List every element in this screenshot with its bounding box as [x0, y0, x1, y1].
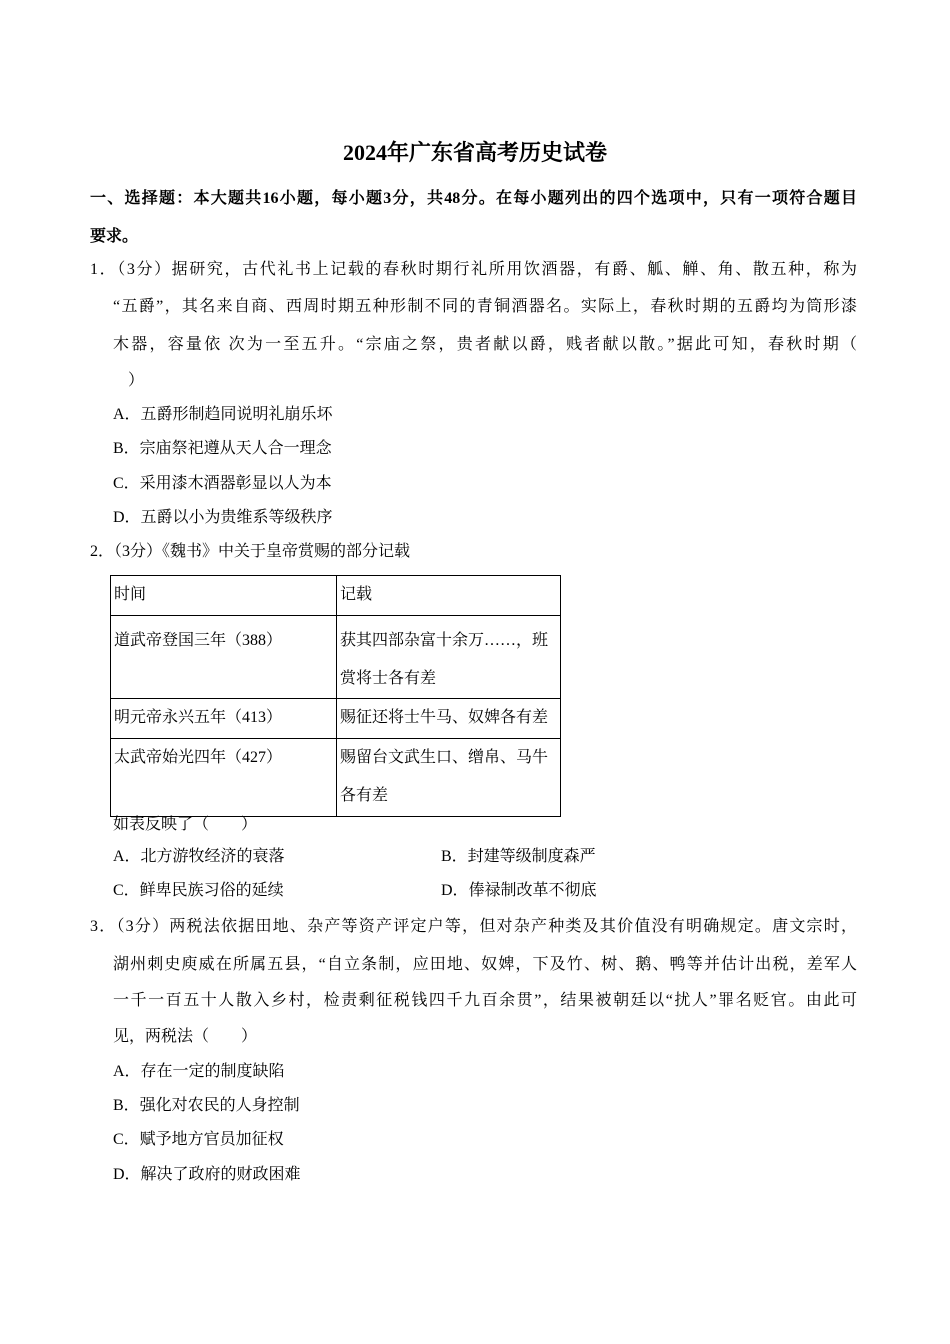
q2-stem: 2．（3分）《魏书》中关于皇帝赏赐的部分记载 [90, 543, 411, 560]
table-cell [111, 616, 337, 699]
table-header-row [111, 576, 561, 616]
q1-option-a[interactable]: A．五爵形制趋同说明礼崩乐坏 [113, 406, 333, 423]
table-cell: 赐征还将士牛马、奴婢各有差 [337, 699, 561, 739]
q3-option-b[interactable]: B．强化对农民的人身控制 [113, 1097, 300, 1114]
q3-stem: 见，两税法（ ） [113, 1028, 258, 1045]
q1-stem: “五爵”，其名来自商、西周时期五种形制不同的青铜酒器名。实际上，春秋时期的五爵均为筒形漆 [113, 298, 857, 315]
q2-option-d[interactable]: D．俸禄制改革不彻底 [441, 882, 597, 899]
q1-option-c[interactable]: C．采用漆木酒器彰显以人为本 [113, 475, 332, 492]
cell-text: 赏将士各有差 [340, 670, 437, 687]
q1-stem: 木器，容量依 次为一至五升。“宗庙之祭，贵者献以爵，贱者献以散。”据此可知，春秋时期（ [113, 336, 857, 353]
table-cell [337, 616, 561, 699]
q2-option-a[interactable]: A．北方游牧经济的衰落 [113, 848, 285, 865]
table-row [111, 616, 561, 699]
q2-option-b[interactable]: B．封建等级制度森严 [441, 848, 596, 865]
q3-stem: 一千一百五十人散入乡村，检责剩征税钱四千九百余贯”，结果被朝廷以“扰人”罪名贬官。由此可 [113, 992, 857, 1009]
header-cell: 时间 [111, 576, 337, 616]
q3-stem: 湖州刺史庾威在所属五县，“自立条制，应田地、奴婢，下及竹、树、鹅、鸭等并估计出税，差军人 [113, 956, 857, 973]
q2-question: 如表反映了（ ） [113, 816, 258, 833]
table-cell: 明元帝永兴五年（413） [111, 699, 337, 739]
cell-text: 赐留台文武生口、缯帛、马牛 [340, 749, 549, 766]
q2-table [110, 575, 561, 817]
q1-stem: 1．（3分）据研究，古代礼书上记载的春秋时期行礼所用饮酒器，有爵、觚、觯、角、散五种，称为 [90, 261, 857, 278]
q3-stem: 3．（3分）两税法依据田地、杂产等资产评定户等，但对杂产种类及其价值没有明确规定。唐文宗时， [90, 918, 857, 935]
q3-option-a[interactable]: A．存在一定的制度缺陷 [113, 1063, 285, 1080]
q1-option-d[interactable]: D．五爵以小为贵维系等级秩序 [113, 509, 333, 526]
q3-option-c[interactable]: C．赋予地方官员加征权 [113, 1131, 284, 1148]
cell-text: 获其四部杂富十余万……，班 [340, 632, 549, 649]
table-row [111, 699, 561, 739]
page-title: 2024年广东省高考历史试卷 [342, 140, 607, 165]
cell-text: 道武帝登国三年（388） [114, 632, 283, 649]
header-cell: 记载 [337, 576, 561, 616]
section-heading-cont: 要求。 [90, 228, 139, 245]
section-heading: 一、选择题：本大题共16小题，每小题3分，共48分。在每小题列出的四个选项中，只有一项符合题目 [90, 190, 857, 207]
q1-option-b[interactable]: B．宗庙祭祀遵从天人合一理念 [113, 440, 332, 457]
q1-stem: ） [128, 372, 145, 389]
q2-option-c[interactable]: C．鲜卑民族习俗的延续 [113, 882, 284, 899]
q3-option-d[interactable]: D．解决了政府的财政困难 [113, 1166, 301, 1183]
table-row [111, 739, 561, 817]
table-cell [337, 739, 561, 817]
cell-text: 各有差 [340, 787, 389, 804]
cell-text: 太武帝始光四年（427） [114, 749, 283, 766]
table-cell [111, 739, 337, 817]
